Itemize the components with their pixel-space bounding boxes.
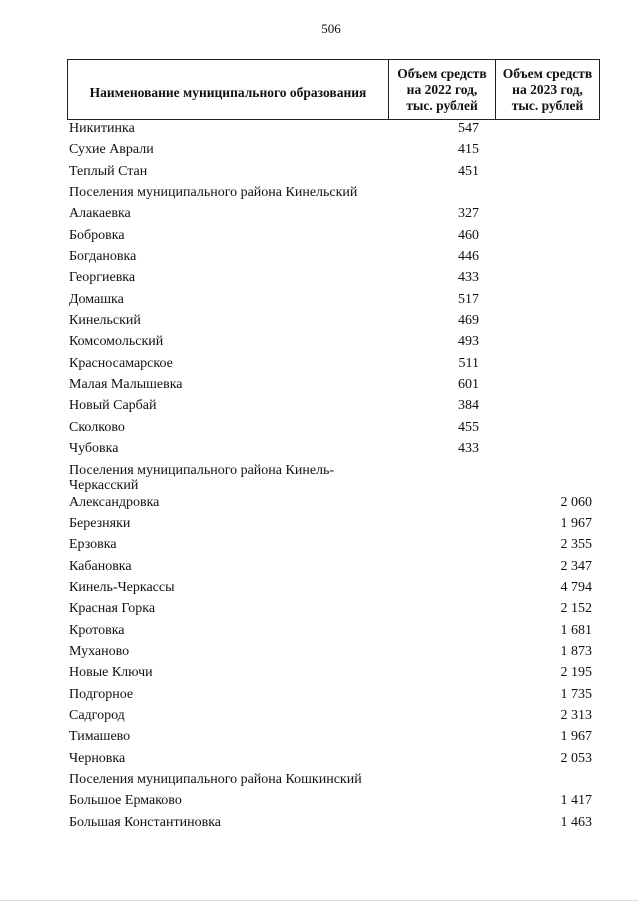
municipality-name: Новый Сарбай	[69, 398, 157, 414]
table-row	[69, 598, 600, 619]
group-label: Поселения муниципального района Кинельский	[69, 185, 358, 201]
value-2023: 2 347	[560, 558, 592, 574]
group-header-row	[69, 460, 600, 492]
table-row	[69, 438, 600, 459]
table-row	[69, 353, 600, 374]
table-row	[69, 726, 600, 747]
value-2022: 433	[458, 270, 479, 286]
table-row	[69, 641, 600, 662]
municipality-name: Георгиевка	[69, 270, 136, 286]
municipality-name: Тимашево	[69, 729, 131, 745]
table-row	[69, 310, 600, 331]
value-2022: 433	[458, 441, 479, 457]
table-row	[69, 118, 600, 139]
value-2022: 493	[458, 334, 479, 350]
table-row	[69, 331, 600, 352]
value-2022: 517	[458, 291, 479, 307]
municipality-name: Чубовка	[69, 441, 119, 457]
municipality-name: Кротовка	[69, 622, 125, 638]
group-header-row	[69, 182, 600, 203]
group-header-row	[69, 769, 600, 790]
municipality-name: Малая Малышевка	[69, 377, 183, 393]
value-2023: 2 053	[560, 750, 592, 766]
value-2023: 4 794	[560, 579, 592, 595]
table-row	[69, 267, 600, 288]
table-row	[69, 534, 600, 555]
value-2023: 1 463	[560, 814, 592, 830]
municipality-name: Кинельский	[69, 313, 141, 329]
municipality-name: Подгорное	[69, 686, 134, 702]
municipality-name: Большая Константиновка	[69, 814, 222, 830]
municipality-name: Черновка	[69, 750, 126, 766]
municipality-name: Богдановка	[69, 249, 137, 265]
municipality-name: Сколково	[69, 419, 125, 435]
value-2022: 547	[458, 121, 479, 136]
municipality-name: Домашка	[69, 291, 124, 307]
table-row	[69, 139, 600, 160]
table-header	[67, 59, 600, 120]
municipality-name: Александровка	[69, 494, 160, 510]
table-row	[69, 513, 600, 534]
table-row	[69, 417, 600, 438]
municipality-name: Садгород	[69, 707, 125, 723]
municipality-name: Березняки	[69, 515, 131, 531]
municipality-name: Никитинка	[69, 121, 135, 136]
municipality-name: Кабановка	[69, 558, 132, 574]
table-body	[69, 118, 600, 833]
table-row	[69, 620, 600, 641]
value-2023: 1 967	[560, 729, 592, 745]
municipality-name: Алакаевка	[69, 206, 131, 222]
table-row	[69, 790, 600, 811]
value-2023: 1 967	[560, 515, 592, 531]
value-2022: 469	[458, 313, 479, 329]
municipality-name: Сухие Аврали	[69, 142, 154, 158]
value-2023: 2 195	[560, 665, 592, 681]
table-row	[69, 812, 600, 833]
table-row	[69, 577, 600, 598]
value-2022: 415	[458, 142, 479, 158]
municipality-name: Новые Ключи	[69, 665, 153, 681]
value-2023: 2 152	[560, 601, 592, 617]
value-2022: 451	[458, 163, 479, 179]
table-row	[69, 225, 600, 246]
municipality-name: Бобровка	[69, 227, 125, 243]
table-row	[69, 203, 600, 224]
value-2023: 1 735	[560, 686, 592, 702]
page-edge-divider	[0, 900, 638, 901]
value-2023: 2 060	[560, 494, 592, 510]
value-2022: 384	[458, 398, 479, 414]
table-row	[69, 246, 600, 267]
table-row	[69, 705, 600, 726]
table-row	[69, 662, 600, 683]
municipality-name: Большое Ермаково	[69, 793, 182, 809]
municipality-name: Красносамарское	[69, 355, 173, 371]
value-2023: 2 313	[560, 707, 592, 723]
value-2022: 327	[458, 206, 479, 222]
municipality-name: Ерзовка	[69, 537, 117, 553]
municipality-name: Муханово	[69, 643, 130, 659]
table-row	[69, 374, 600, 395]
header-name-column: Наименование муниципального образования	[68, 60, 389, 119]
page-number: 506	[321, 21, 341, 36]
value-2023: 1 873	[560, 643, 592, 659]
group-label: Поселения муниципального района Кинель-Черкасский	[69, 462, 335, 493]
municipality-name: Комсомольский	[69, 334, 164, 350]
table-row	[69, 161, 600, 182]
header-2023-column: Объем средств на 2023 год, тыс. рублей	[502, 65, 593, 113]
value-2022: 511	[458, 355, 479, 371]
table-row	[69, 492, 600, 513]
table-row	[69, 684, 600, 705]
municipality-name: Теплый Стан	[69, 163, 148, 179]
value-2023: 1 681	[560, 622, 592, 638]
table-row	[69, 556, 600, 577]
table-row	[69, 289, 600, 310]
header-2022-column: Объем средств на 2022 год, тыс. рублей	[389, 60, 496, 119]
value-2022: 446	[458, 249, 479, 265]
value-2022: 455	[458, 419, 479, 435]
municipality-name: Красная Горка	[69, 601, 156, 617]
value-2022: 601	[458, 377, 479, 393]
group-label: Поселения муниципального района Кошкинский	[69, 771, 362, 787]
table-row	[69, 395, 600, 416]
value-2023: 1 417	[560, 793, 592, 809]
table-row	[69, 748, 600, 769]
value-2022: 460	[458, 227, 479, 243]
value-2023: 2 355	[560, 537, 592, 553]
municipality-name: Кинель-Черкассы	[69, 579, 175, 595]
